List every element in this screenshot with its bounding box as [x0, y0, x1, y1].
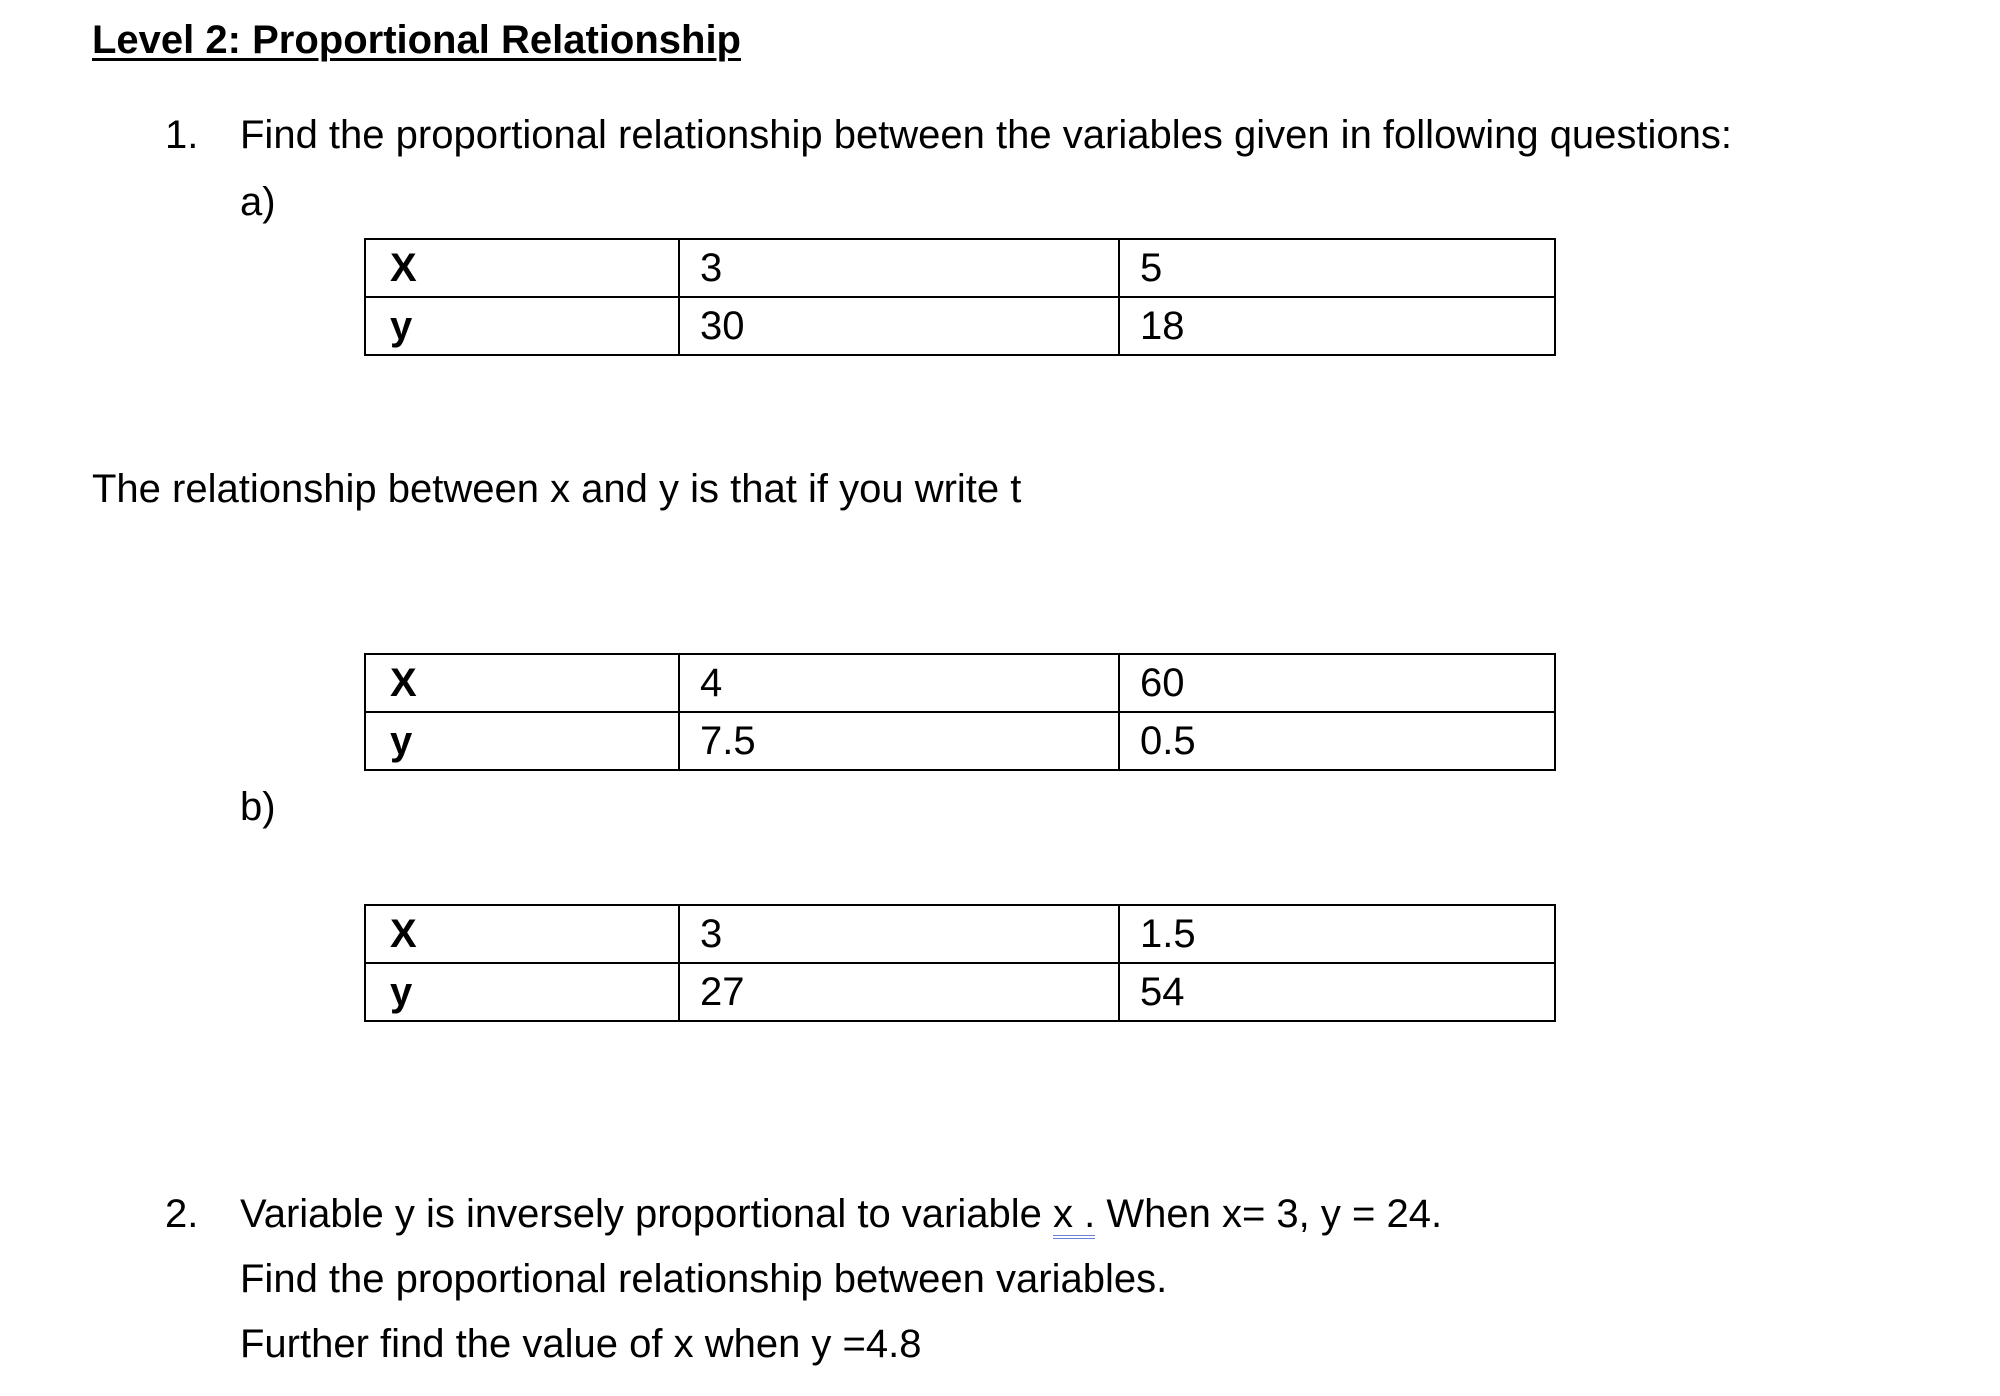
table-cell: 30: [679, 297, 1119, 355]
relationship-text: The relationship between x and y is that if you write t: [92, 467, 1022, 511]
table-cell: 18: [1119, 297, 1555, 355]
table-row: [365, 712, 1555, 770]
question-2-line-1-suffix: When x= 3, y = 24.: [1095, 1192, 1443, 1236]
table-cell: 7.5: [679, 712, 1119, 770]
row-label-y: y: [365, 963, 679, 1021]
underlined-variable-x: x .: [1053, 1193, 1095, 1239]
table-cell: 54: [1119, 963, 1555, 1021]
table-a: [364, 238, 1556, 356]
question-1-text: Find the proportional relationship between the variables given in following questions:: [240, 113, 1733, 157]
question-2-line-1: [240, 1192, 1442, 1239]
table-cell: 5: [1119, 239, 1555, 297]
row-label-x: X: [365, 905, 679, 963]
part-b-label: b): [240, 785, 276, 829]
question-2-number: 2.: [165, 1192, 199, 1236]
table-row: [365, 654, 1555, 712]
part-a-label: a): [240, 180, 276, 224]
table-row: [365, 905, 1555, 963]
table-row: [365, 963, 1555, 1021]
table-cell: 0.5: [1119, 712, 1555, 770]
row-label-y: y: [365, 297, 679, 355]
table-cell: 60: [1119, 654, 1555, 712]
table-row: [365, 297, 1555, 355]
row-label-y: y: [365, 712, 679, 770]
page-title: Level 2: Proportional Relationship: [92, 18, 741, 62]
row-label-x: X: [365, 654, 679, 712]
question-1-number: 1.: [165, 113, 199, 157]
table-cell: 27: [679, 963, 1119, 1021]
question-2-line-3: Further find the value of x when y =4.8: [240, 1322, 922, 1366]
table-cell: 3: [679, 905, 1119, 963]
row-label-x: X: [365, 239, 679, 297]
table-cell: 3: [679, 239, 1119, 297]
table-row: [365, 239, 1555, 297]
table-b1: [364, 653, 1556, 771]
table-b2: [364, 904, 1556, 1022]
table-cell: 1.5: [1119, 905, 1555, 963]
question-2-line-1-prefix: Variable y is inversely proportional to variable: [240, 1192, 1053, 1236]
question-2-line-2: Find the proportional relationship between variables.: [240, 1257, 1168, 1301]
table-cell: 4: [679, 654, 1119, 712]
